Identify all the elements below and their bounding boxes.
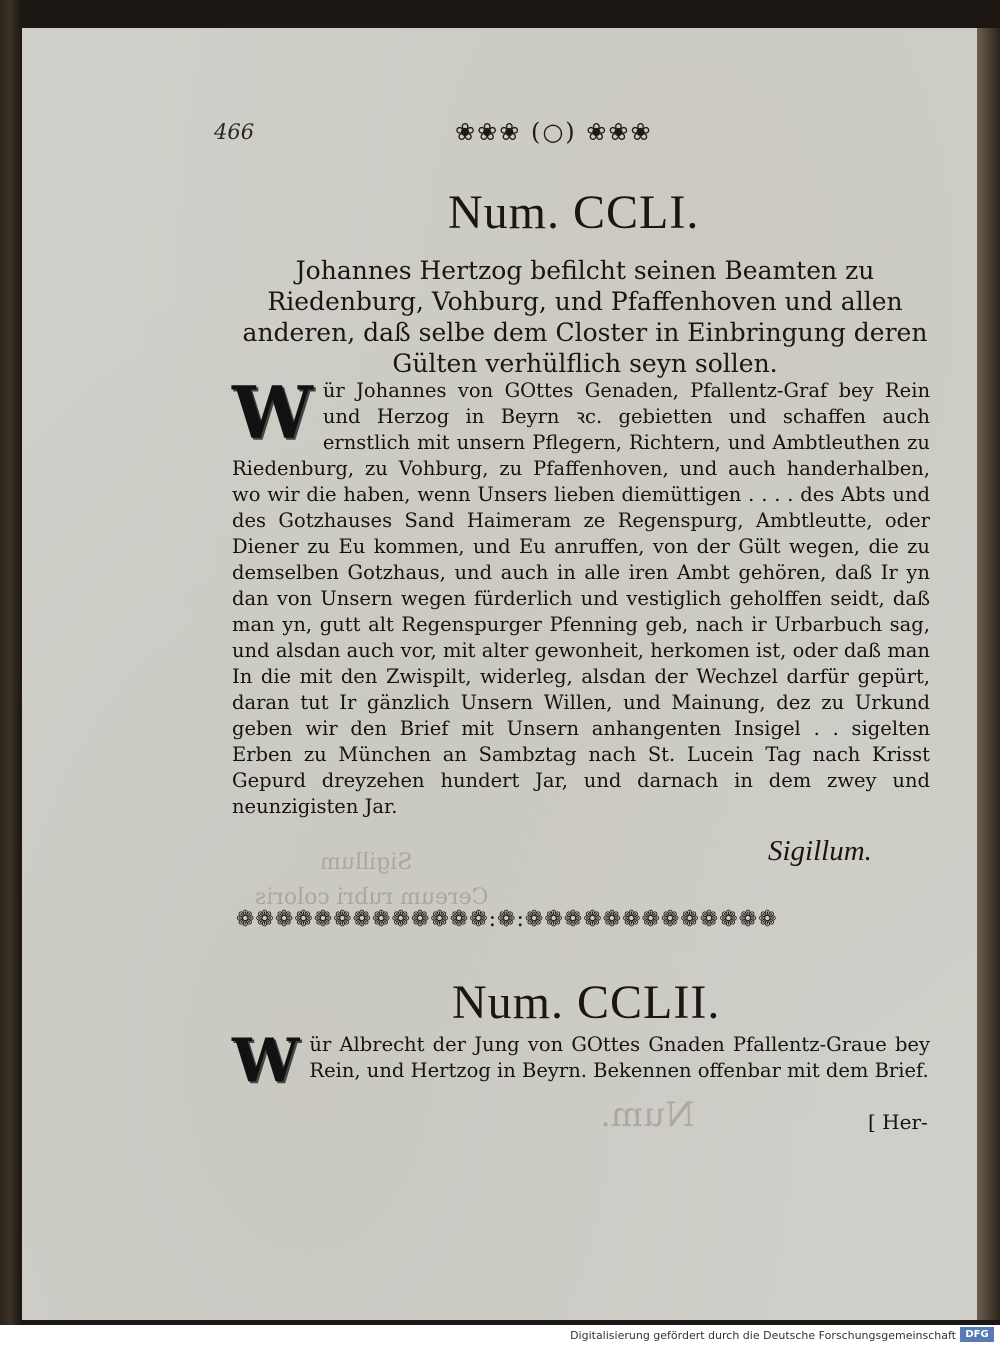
document-heading: Johannes Hertzog befilcht seinen Beamten zu Riedenburg, Vohburg, und Pfaffenhoven und allen anderen, daß selbe dem Closter in Einbringung deren Gülten verhülflich seyn sollen. <box>242 256 928 378</box>
body-text: ür Johannes von GOttes Genaden, Pfallentz-Graf bey Rein und Herzog in Beyrn ꝛc. gebietten und schaffen auch ernstlich mit unsern Pflegern, Richtern, und Ambtleuthen zu Riedenburg, zu Vohburg, zu Pfaffenhoven, und auch handerhalben, wo wir die haben, wenn Unsers lieben diemüttigen . . . . des Abts und des Gotzhauses Sand Haimeram ze Regenspurg, Ambtleutte, oder Diener zu Eu kommen, und Eu anruffen, von der Gült wegen, die zu demselben Gotzhaus, und auch in alle iren Ambt gehören, daß Ir yn dan von Unsern wegen fürderlich und vestiglich geholffen seidt, daß man yn, gutt alt Regenspurger Pfenning geb, nach ir Urbarbuch sag, und alsdan auch vor, mit alter gewonheit, herkomen ist, oder daß man In die mit den Zwispilt, widerleg, alsdan der Wechzel darfür gepürt, daran tut Ir gänzlich Unsern Willen, und Mainung, dez zu Urkund geben wir den Brief mit Unsern anhangenten Insigel . . sigelten Erben zu München an Sambztag nach St. Lucein Tag nach Krisst Gepurd dreyzehen hundert Jar, und darnach in dem zwey und neunzigisten Jar. <box>232 379 930 818</box>
dfg-logo: DFG <box>960 1327 994 1342</box>
body-text: ür Albrecht der Jung von GOttes Gnaden Pfallentz-Graue bey Rein, und Hertzog in Beyrn. Bekennen offenbar mit dem Brief. <box>309 1033 930 1082</box>
document-number-cclii: Num. CCLII. <box>452 976 721 1029</box>
ornamental-divider: ❁❁❁❁❁❁❁❁❁❁❁❁❁:❁:❁❁❁❁❁❁❁❁❁❁❁❁❁ <box>236 907 778 932</box>
page-number: 466 <box>214 120 255 144</box>
show-through-num: Num. <box>600 1095 695 1135</box>
show-through-seal-note: Cereum rubri coloris <box>255 885 489 910</box>
catch-word: [ Her- <box>868 1110 928 1134</box>
document-body-ccli <box>232 370 930 820</box>
seal-mark: Sigillum. <box>768 835 872 867</box>
drop-cap: W <box>232 370 313 455</box>
document-number-ccli: Num. CCLI. <box>448 186 700 239</box>
head-ornament: ❀❀❀ (○) ❀❀❀ <box>455 118 653 146</box>
document-body-cclii <box>232 1026 930 1096</box>
page-edge <box>977 28 1000 1320</box>
drop-cap: W <box>232 1026 300 1096</box>
footer-credit: Digitalisierung gefördert durch die Deutsche Forschungsgemeinschaft <box>570 1329 956 1342</box>
show-through-sigillum: Sigillum <box>320 850 413 875</box>
